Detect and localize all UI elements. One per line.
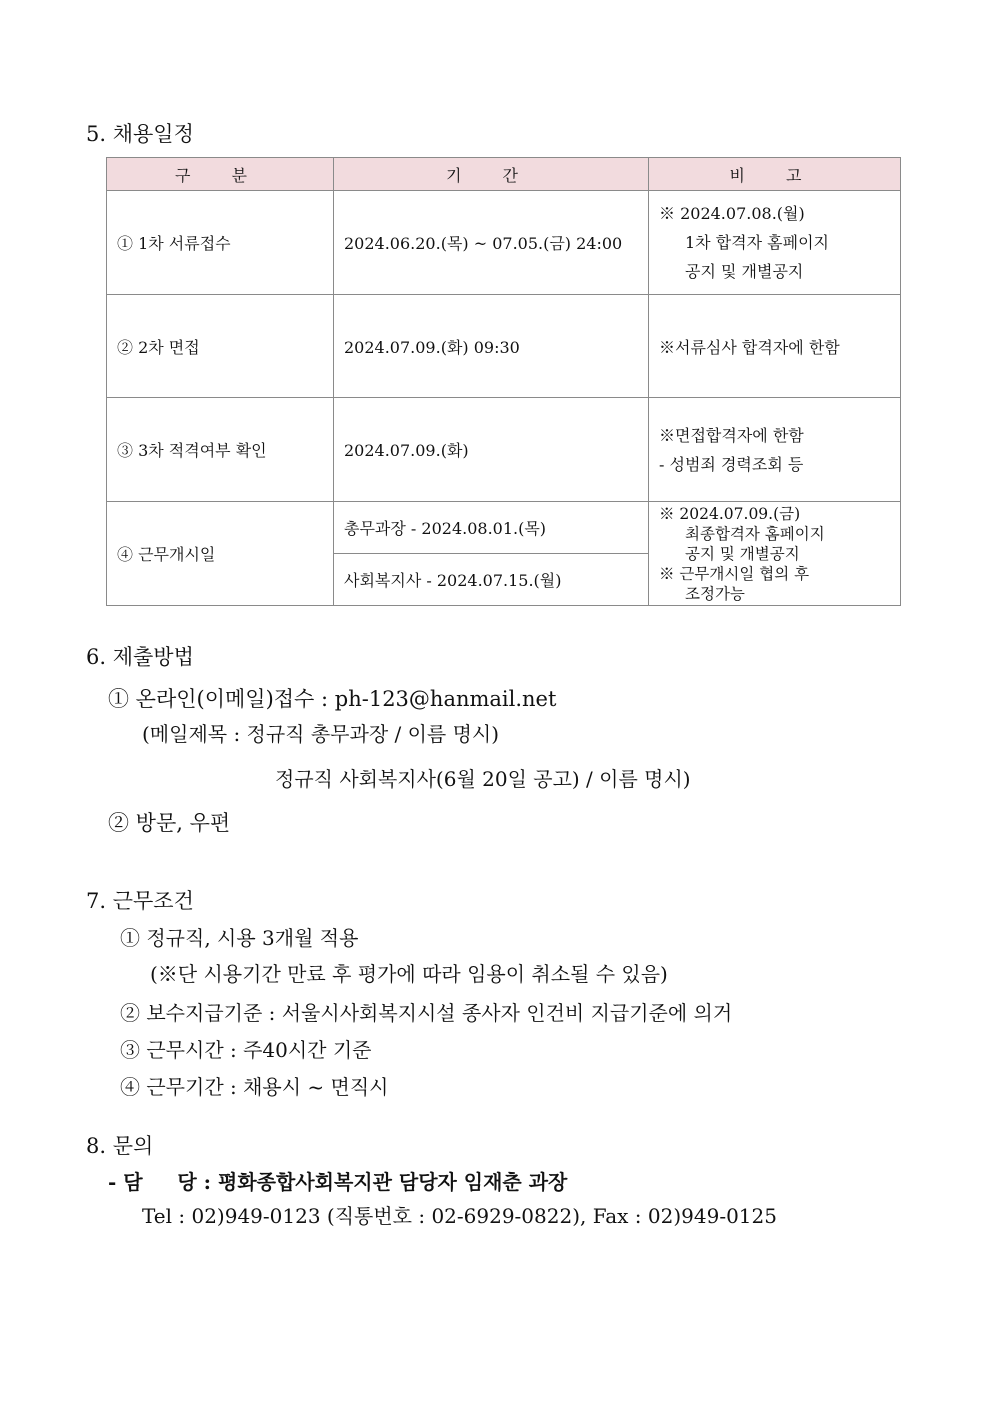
- row2-period: 2024.07.09.(화) 09:30: [334, 295, 649, 398]
- table-row: [107, 191, 901, 295]
- condition-2: ② 보수지급기준 : 서울시사회복지시설 종사자 인건비 지급기준에 의거: [120, 1001, 733, 1025]
- header-note: 비 고: [649, 158, 901, 191]
- row3-category: ③ 3차 적격여부 확인: [107, 398, 334, 502]
- row4-note-line4: ※ 근무개시일 협의 후: [659, 564, 810, 583]
- row4-note-line3: 공지 및 개별공지: [685, 544, 800, 563]
- submit-email-subject-2: 정규직 사회복지사(6월 20일 공고) / 이름 명시): [275, 767, 691, 791]
- submit-email: ① 온라인(이메일)접수 : ph-123@hanmail.net: [108, 687, 557, 711]
- section8-title: 8. 문의: [86, 1134, 154, 1158]
- submit-visit: ② 방문, 우편: [108, 811, 231, 835]
- row3-note: [649, 398, 901, 502]
- row4-note: [649, 502, 901, 606]
- row3-period: 2024.07.09.(화): [334, 398, 649, 502]
- row2-category: ② 2차 면접: [107, 295, 334, 398]
- table-header-row: [107, 158, 901, 191]
- row4-period-1: 총무과장 - 2024.08.01.(목): [334, 502, 649, 554]
- row4-note-line1: ※ 2024.07.09.(금): [659, 504, 801, 523]
- row1-period: 2024.06.20.(목) ~ 07.05.(금) 24:00: [334, 191, 649, 295]
- row1-note-line2: 1차 합격자 홈페이지: [685, 233, 829, 252]
- submit-email-subject-1: (메일제목 : 정규직 총무과장 / 이름 명시): [142, 722, 500, 746]
- section5-title: 5. 채용일정: [86, 122, 194, 146]
- section7-title: 7. 근무조건: [86, 889, 194, 913]
- row4-category: ④ 근무개시일: [107, 502, 334, 606]
- condition-1-note: (※단 시용기간 만료 후 평가에 따라 임용이 취소될 수 있음): [150, 962, 668, 986]
- row1-note-line3: 공지 및 개별공지: [685, 262, 804, 281]
- condition-3: ③ 근무시간 : 주40시간 기준: [120, 1038, 372, 1062]
- condition-1: ① 정규직, 시용 3개월 적용: [120, 926, 359, 950]
- row1-note: [649, 191, 901, 295]
- row1-note-line1: ※ 2024.07.08.(월): [659, 204, 805, 223]
- row4-note-line2: 최종합격자 홈페이지: [685, 524, 825, 543]
- contact-phone: Tel : 02)949-0123 (직통번호 : 02-6929-0822), Fax : 02)949-0125: [142, 1204, 777, 1228]
- table-row: [107, 295, 901, 398]
- table-row: [107, 398, 901, 502]
- schedule-table: [106, 157, 901, 606]
- row4-note-line5: 조정가능: [685, 584, 745, 603]
- row2-note: ※서류심사 합격자에 한함: [649, 295, 901, 398]
- row1-category: ① 1차 서류접수: [107, 191, 334, 295]
- section6-title: 6. 제출방법: [86, 645, 194, 669]
- table-row: [107, 502, 901, 554]
- condition-4: ④ 근무기간 : 채용시 ~ 면직시: [120, 1075, 389, 1099]
- header-period: 기 간: [334, 158, 649, 191]
- row3-note-line2: - 성범죄 경력조회 등: [659, 454, 804, 474]
- contact-person: - 담 당 : 평화종합사회복지관 담당자 임재춘 과장: [108, 1170, 568, 1194]
- header-category: 구 분: [107, 158, 334, 191]
- row4-period-2: 사회복지사 - 2024.07.15.(월): [334, 554, 649, 606]
- row3-note-line1: ※면접합격자에 한함: [659, 425, 804, 445]
